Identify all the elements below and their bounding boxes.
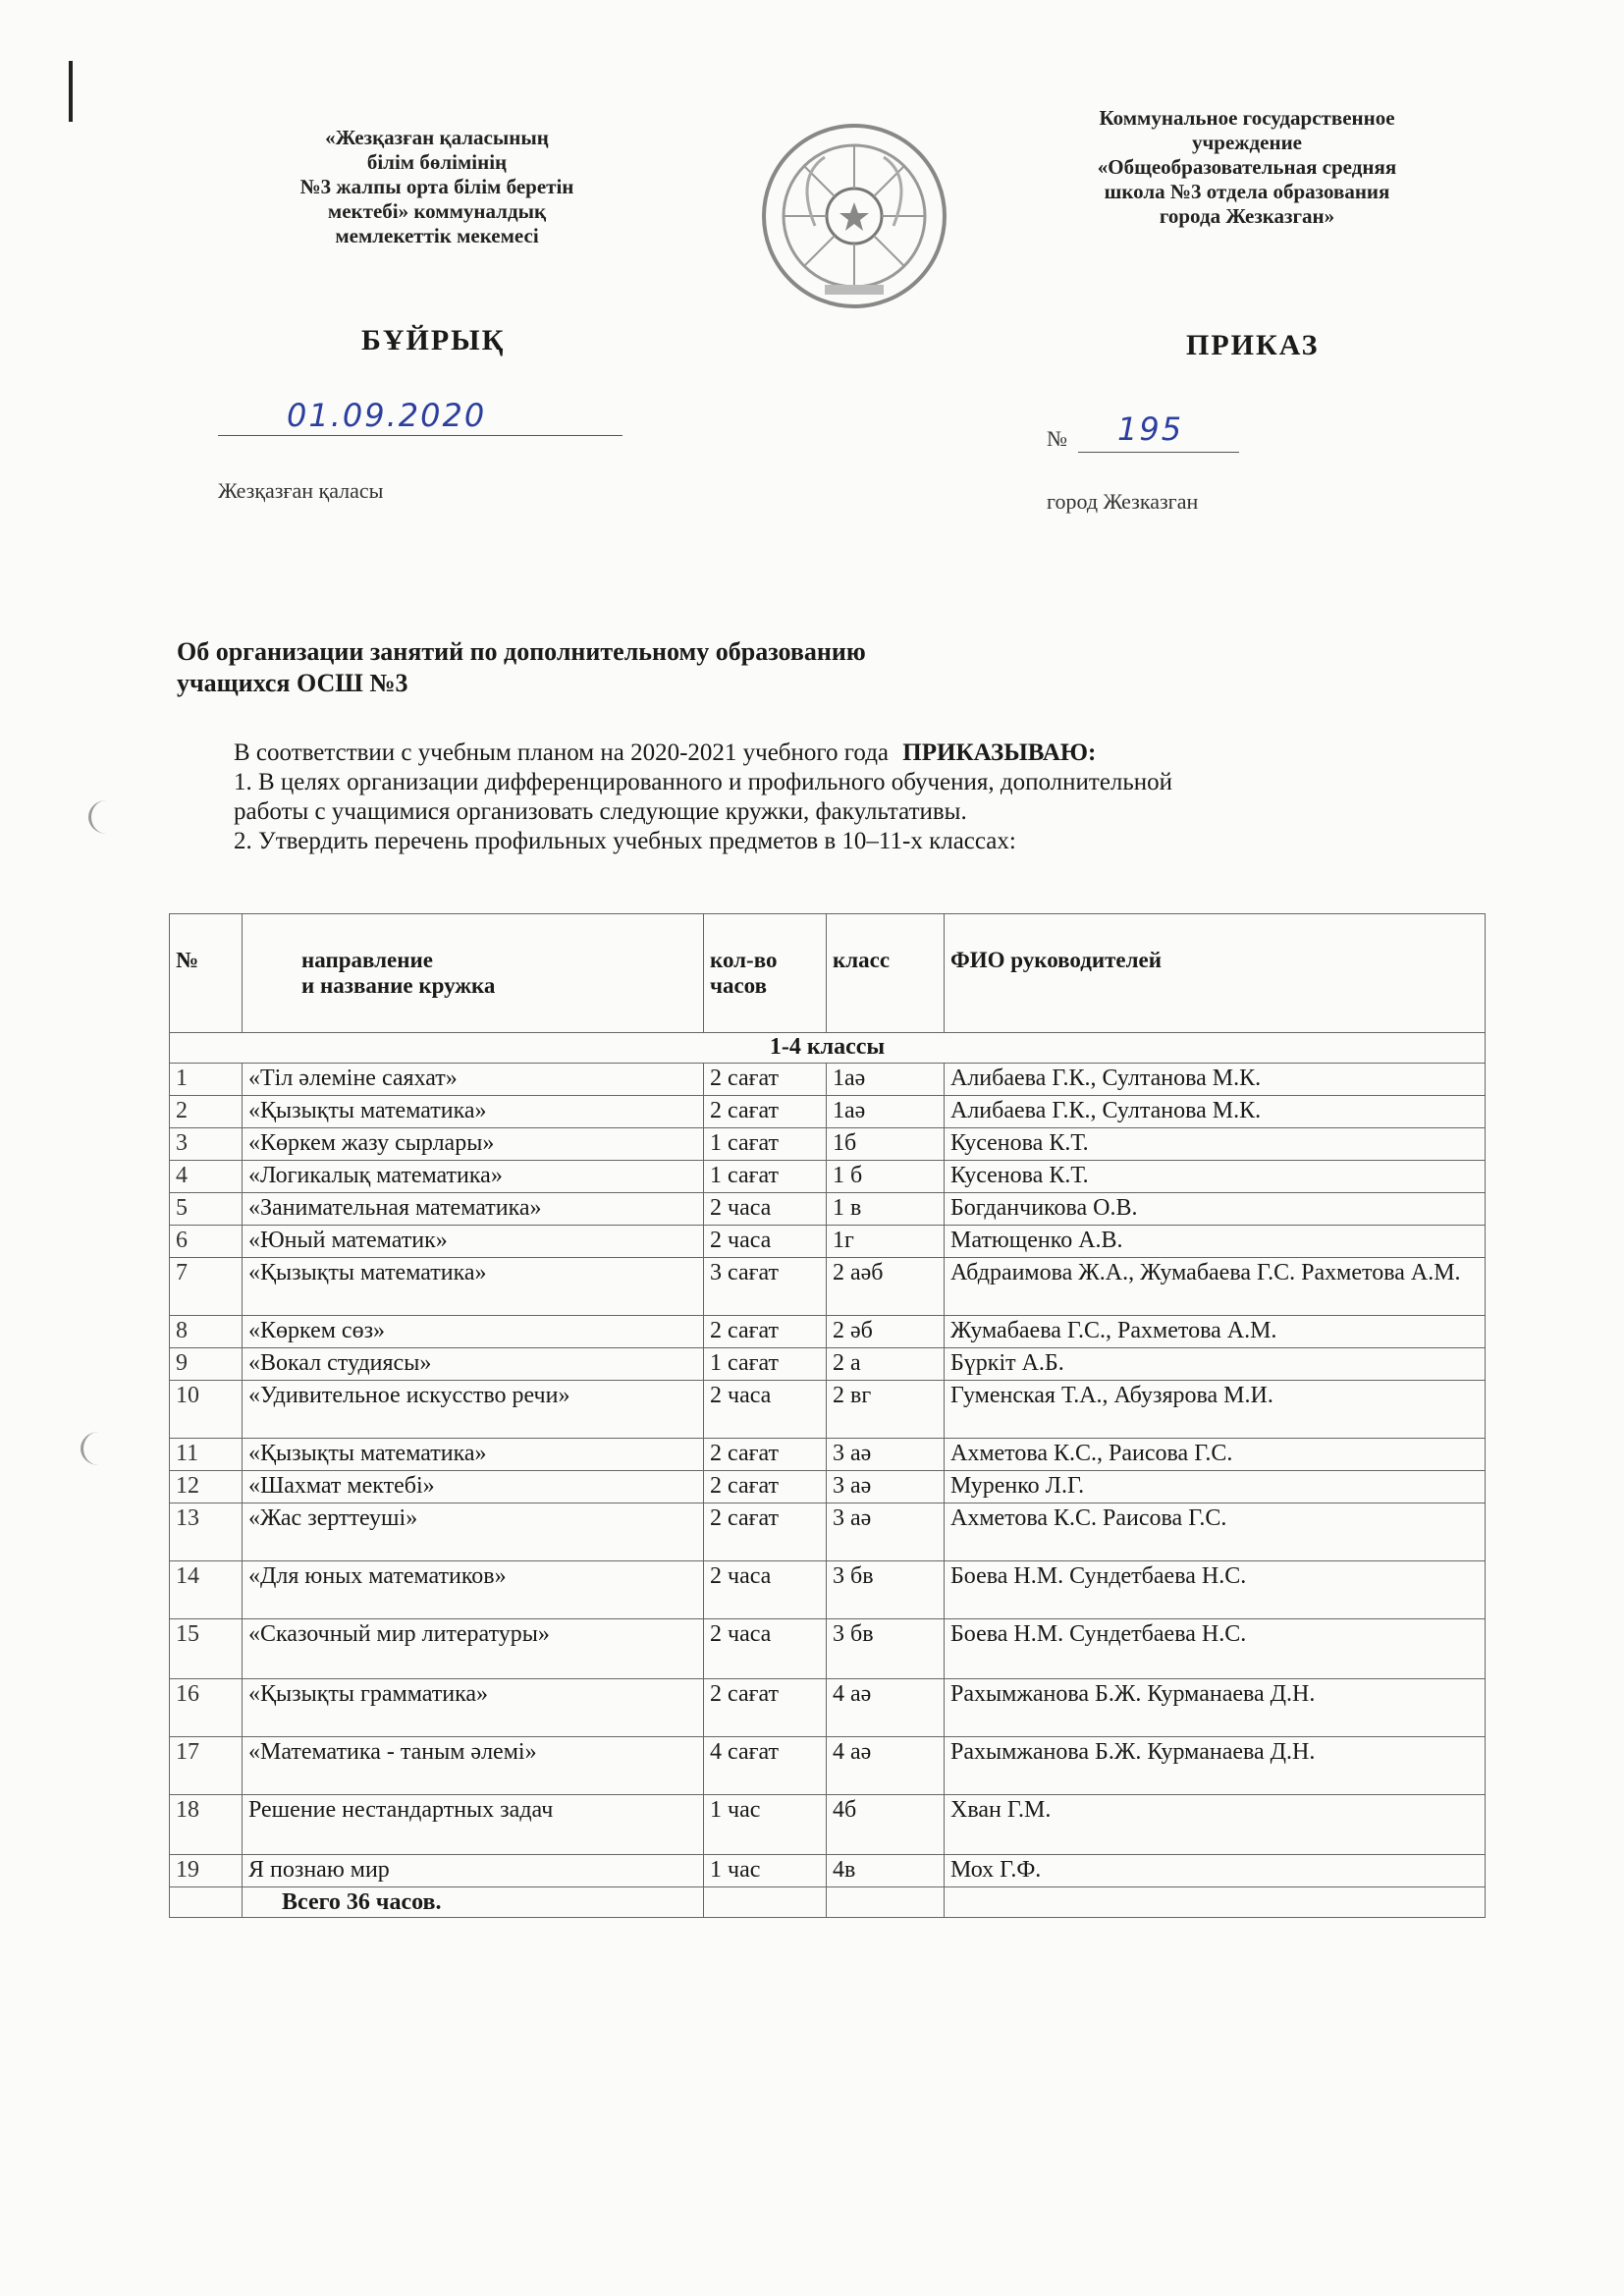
table-row [170,1316,1486,1348]
club-hours: 2 сағат [704,1316,827,1348]
order-title [177,636,866,699]
order-intro [234,738,1172,768]
club-leader: Богданчикова О.В. [945,1193,1486,1226]
club-class: 4 аә [827,1737,945,1795]
row-number: 8 [170,1316,243,1348]
club-name: «Көркем жазу сырлары» [243,1128,704,1161]
clubs-table [169,913,1486,1918]
club-name: «Для юных математиков» [243,1561,704,1619]
club-hours: 2 сағат [704,1096,827,1128]
order-item-1-cont: работы с учащимися организовать следующие кружки, факультативы. [234,798,967,825]
club-class: 3 аә [827,1503,945,1561]
header-right-line: школа №3 отдела образования [1104,180,1390,203]
club-hours: 3 сағат [704,1258,827,1316]
club-hours: 1 сағат [704,1128,827,1161]
club-leader: Бүркіт А.Б. [945,1348,1486,1381]
club-class: 3 аә [827,1471,945,1503]
club-class: 3 бв [827,1619,945,1679]
header-left-line: №3 жалпы орта білім беретін [299,175,574,198]
club-name: Решение нестандартных задач [243,1795,704,1855]
row-number: 7 [170,1258,243,1316]
club-class: 3 бв [827,1561,945,1619]
club-hours: 2 часа [704,1226,827,1258]
total-hours: Всего 36 часов. [243,1887,704,1918]
club-leader: Муренко Л.Г. [945,1471,1486,1503]
club-name: Я познаю мир [243,1855,704,1887]
club-leader: Боева Н.М. Сундетбаева Н.С. [945,1619,1486,1679]
club-name: «Шахмат мектебі» [243,1471,704,1503]
club-name: «Математика - таным әлемі» [243,1737,704,1795]
emblem-icon [756,118,952,314]
club-class: 1 б [827,1161,945,1193]
header-hours-line: кол-во [710,948,778,972]
club-hours: 2 часа [704,1381,827,1439]
header-class: класс [827,914,945,1033]
club-hours: 2 часа [704,1619,827,1679]
table-row [170,1381,1486,1439]
club-leader: Рахымжанова Б.Ж. Курманаева Д.Н. [945,1737,1486,1795]
row-number: 1 [170,1064,243,1096]
header-direction-line: и название кружка [301,973,496,998]
club-name: «Логикалық математика» [243,1161,704,1193]
club-hours: 1 час [704,1795,827,1855]
row-number: 19 [170,1855,243,1887]
table-row [170,1193,1486,1226]
date-handwritten: 01.09.2020 [287,397,487,434]
city-kk: Жезқазған қаласы [218,478,384,503]
table-row [170,1161,1486,1193]
total-empty-cell [170,1887,243,1918]
table-row [170,1503,1486,1561]
header-right [1041,106,1453,229]
club-leader: Рахымжанова Б.Ж. Курманаева Д.Н. [945,1679,1486,1737]
city-ru: город Жезказган [1047,489,1199,514]
club-leader: Кусенова К.Т. [945,1161,1486,1193]
club-class: 1аә [827,1096,945,1128]
row-number: 17 [170,1737,243,1795]
club-leader: Матющенко А.В. [945,1226,1486,1258]
table-row [170,1258,1486,1316]
club-name: «Вокал студиясы» [243,1348,704,1381]
header-left-line: білім бөлімінің [366,150,508,174]
club-class: 2 вг [827,1381,945,1439]
header-left-line: «Жезқазған қаласының [325,126,549,149]
club-hours: 1 час [704,1855,827,1887]
club-class: 1 в [827,1193,945,1226]
order-item-2: 2. Утвердить перечень профильных учебных предметов в 10–11-х классах: [234,828,1016,854]
club-name: «Удивительное искусство речи» [243,1381,704,1439]
row-number: 10 [170,1381,243,1439]
club-class: 2 әб [827,1316,945,1348]
club-hours: 2 часа [704,1561,827,1619]
order-title-line: учащихся ОСШ №3 [177,669,408,697]
club-hours: 2 сағат [704,1503,827,1561]
club-class: 1б [827,1128,945,1161]
order-title-line: Об организации занятий по дополнительному образованию [177,637,866,666]
row-number: 12 [170,1471,243,1503]
number-label: № [1047,426,1067,451]
club-name: «Юный математик» [243,1226,704,1258]
header-left-line: мемлекеттік мекемесі [335,224,539,247]
club-class: 2 а [827,1348,945,1381]
club-leader: Хван Г.М. [945,1795,1486,1855]
club-class: 1г [827,1226,945,1258]
total-empty-cell [945,1887,1486,1918]
row-number: 4 [170,1161,243,1193]
order-body [234,738,1172,856]
number-handwritten: 195 [1117,410,1184,448]
section-row [170,1033,1486,1064]
row-number: 15 [170,1619,243,1679]
club-hours: 1 сағат [704,1161,827,1193]
doc-type-kk: БҰЙРЫҚ [361,324,506,356]
header-right-line: учреждение [1191,131,1303,154]
table-row [170,1561,1486,1619]
order-intro-text: В соответствии с учебным планом на 2020-2021 учебного года [234,739,890,766]
total-empty-cell [704,1887,827,1918]
club-class: 3 аә [827,1439,945,1471]
club-hours: 1 сағат [704,1348,827,1381]
header-right-line: Коммунальное государственное [1099,106,1395,130]
header-hours-line: часов [710,973,768,998]
order-intro-bold: ПРИКАЗЫВАЮ: [902,739,1097,766]
club-leader: Алибаева Г.К., Султанова М.К. [945,1064,1486,1096]
club-name: «Сказочный мир литературы» [243,1619,704,1679]
section-title: 1-4 классы [170,1033,1486,1064]
row-number: 3 [170,1128,243,1161]
total-empty-cell [827,1887,945,1918]
table-row [170,1439,1486,1471]
table-row [170,1064,1486,1096]
table-row [170,1679,1486,1737]
club-leader: Абдраимова Ж.А., Жумабаева Г.С. Рахметова А.М. [945,1258,1486,1316]
club-hours: 2 часа [704,1193,827,1226]
club-name: «Жас зерттеуші» [243,1503,704,1561]
club-leader: Ахметова К.С., Раисова Г.С. [945,1439,1486,1471]
club-name: «Қызықты математика» [243,1439,704,1471]
table-row [170,1096,1486,1128]
club-class: 4 аә [827,1679,945,1737]
club-name: «Қызықты математика» [243,1096,704,1128]
club-leader: Гуменская Т.А., Абузярова М.И. [945,1381,1486,1439]
header-right-line: города Жезказган» [1159,204,1335,228]
club-hours: 2 сағат [704,1439,827,1471]
table-row [170,1348,1486,1381]
row-number: 5 [170,1193,243,1226]
header-right-line: «Общеобразовательная средняя [1097,155,1397,179]
total-row [170,1887,1486,1918]
club-leader: Мох Г.Ф. [945,1855,1486,1887]
header-direction-line: направление [301,948,433,972]
club-hours: 2 сағат [704,1064,827,1096]
row-number: 14 [170,1561,243,1619]
table-row [170,1471,1486,1503]
order-item-1: 1. В целях организации дифференцированного и профильного обучения, дополнительной [234,769,1173,795]
club-leader: Жумабаева Г.С., Рахметова А.М. [945,1316,1486,1348]
doc-type-ru: ПРИКАЗ [1186,329,1320,361]
state-emblem [756,118,952,314]
club-name: «Қызықты грамматика» [243,1679,704,1737]
row-number: 18 [170,1795,243,1855]
punch-hole-top [88,800,125,834]
club-hours: 2 сағат [704,1471,827,1503]
club-class: 4б [827,1795,945,1855]
header-hours [704,914,827,1033]
row-number: 9 [170,1348,243,1381]
table-row [170,1737,1486,1795]
club-hours: 4 сағат [704,1737,827,1795]
punch-hole-bottom [81,1432,117,1465]
club-leader: Алибаева Г.К., Султанова М.К. [945,1096,1486,1128]
scan-mark [69,61,73,122]
table-row [170,1795,1486,1855]
club-leader: Боева Н.М. Сундетбаева Н.С. [945,1561,1486,1619]
table-row [170,1855,1486,1887]
row-number: 13 [170,1503,243,1561]
club-class: 1аә [827,1064,945,1096]
header-left-line: мектебі» коммуналдық [327,199,547,223]
club-class: 2 аәб [827,1258,945,1316]
table-row [170,1128,1486,1161]
row-number: 2 [170,1096,243,1128]
club-name: «Тіл әлеміне саяхат» [243,1064,704,1096]
club-hours: 2 сағат [704,1679,827,1737]
table-row [170,1619,1486,1679]
row-number: 11 [170,1439,243,1471]
club-leader: Ахметова К.С. Раисова Г.С. [945,1503,1486,1561]
header-left [231,126,643,248]
table-row [170,1226,1486,1258]
club-leader: Кусенова К.Т. [945,1128,1486,1161]
header-num: № [170,914,243,1033]
table-header-row [170,914,1486,1033]
club-name: «Қызықты математика» [243,1258,704,1316]
club-name: «Көркем сөз» [243,1316,704,1348]
header-leader: ФИО руководителей [945,914,1486,1033]
row-number: 6 [170,1226,243,1258]
club-class: 4в [827,1855,945,1887]
header-direction [243,914,704,1033]
club-name: «Занимательная математика» [243,1193,704,1226]
row-number: 16 [170,1679,243,1737]
